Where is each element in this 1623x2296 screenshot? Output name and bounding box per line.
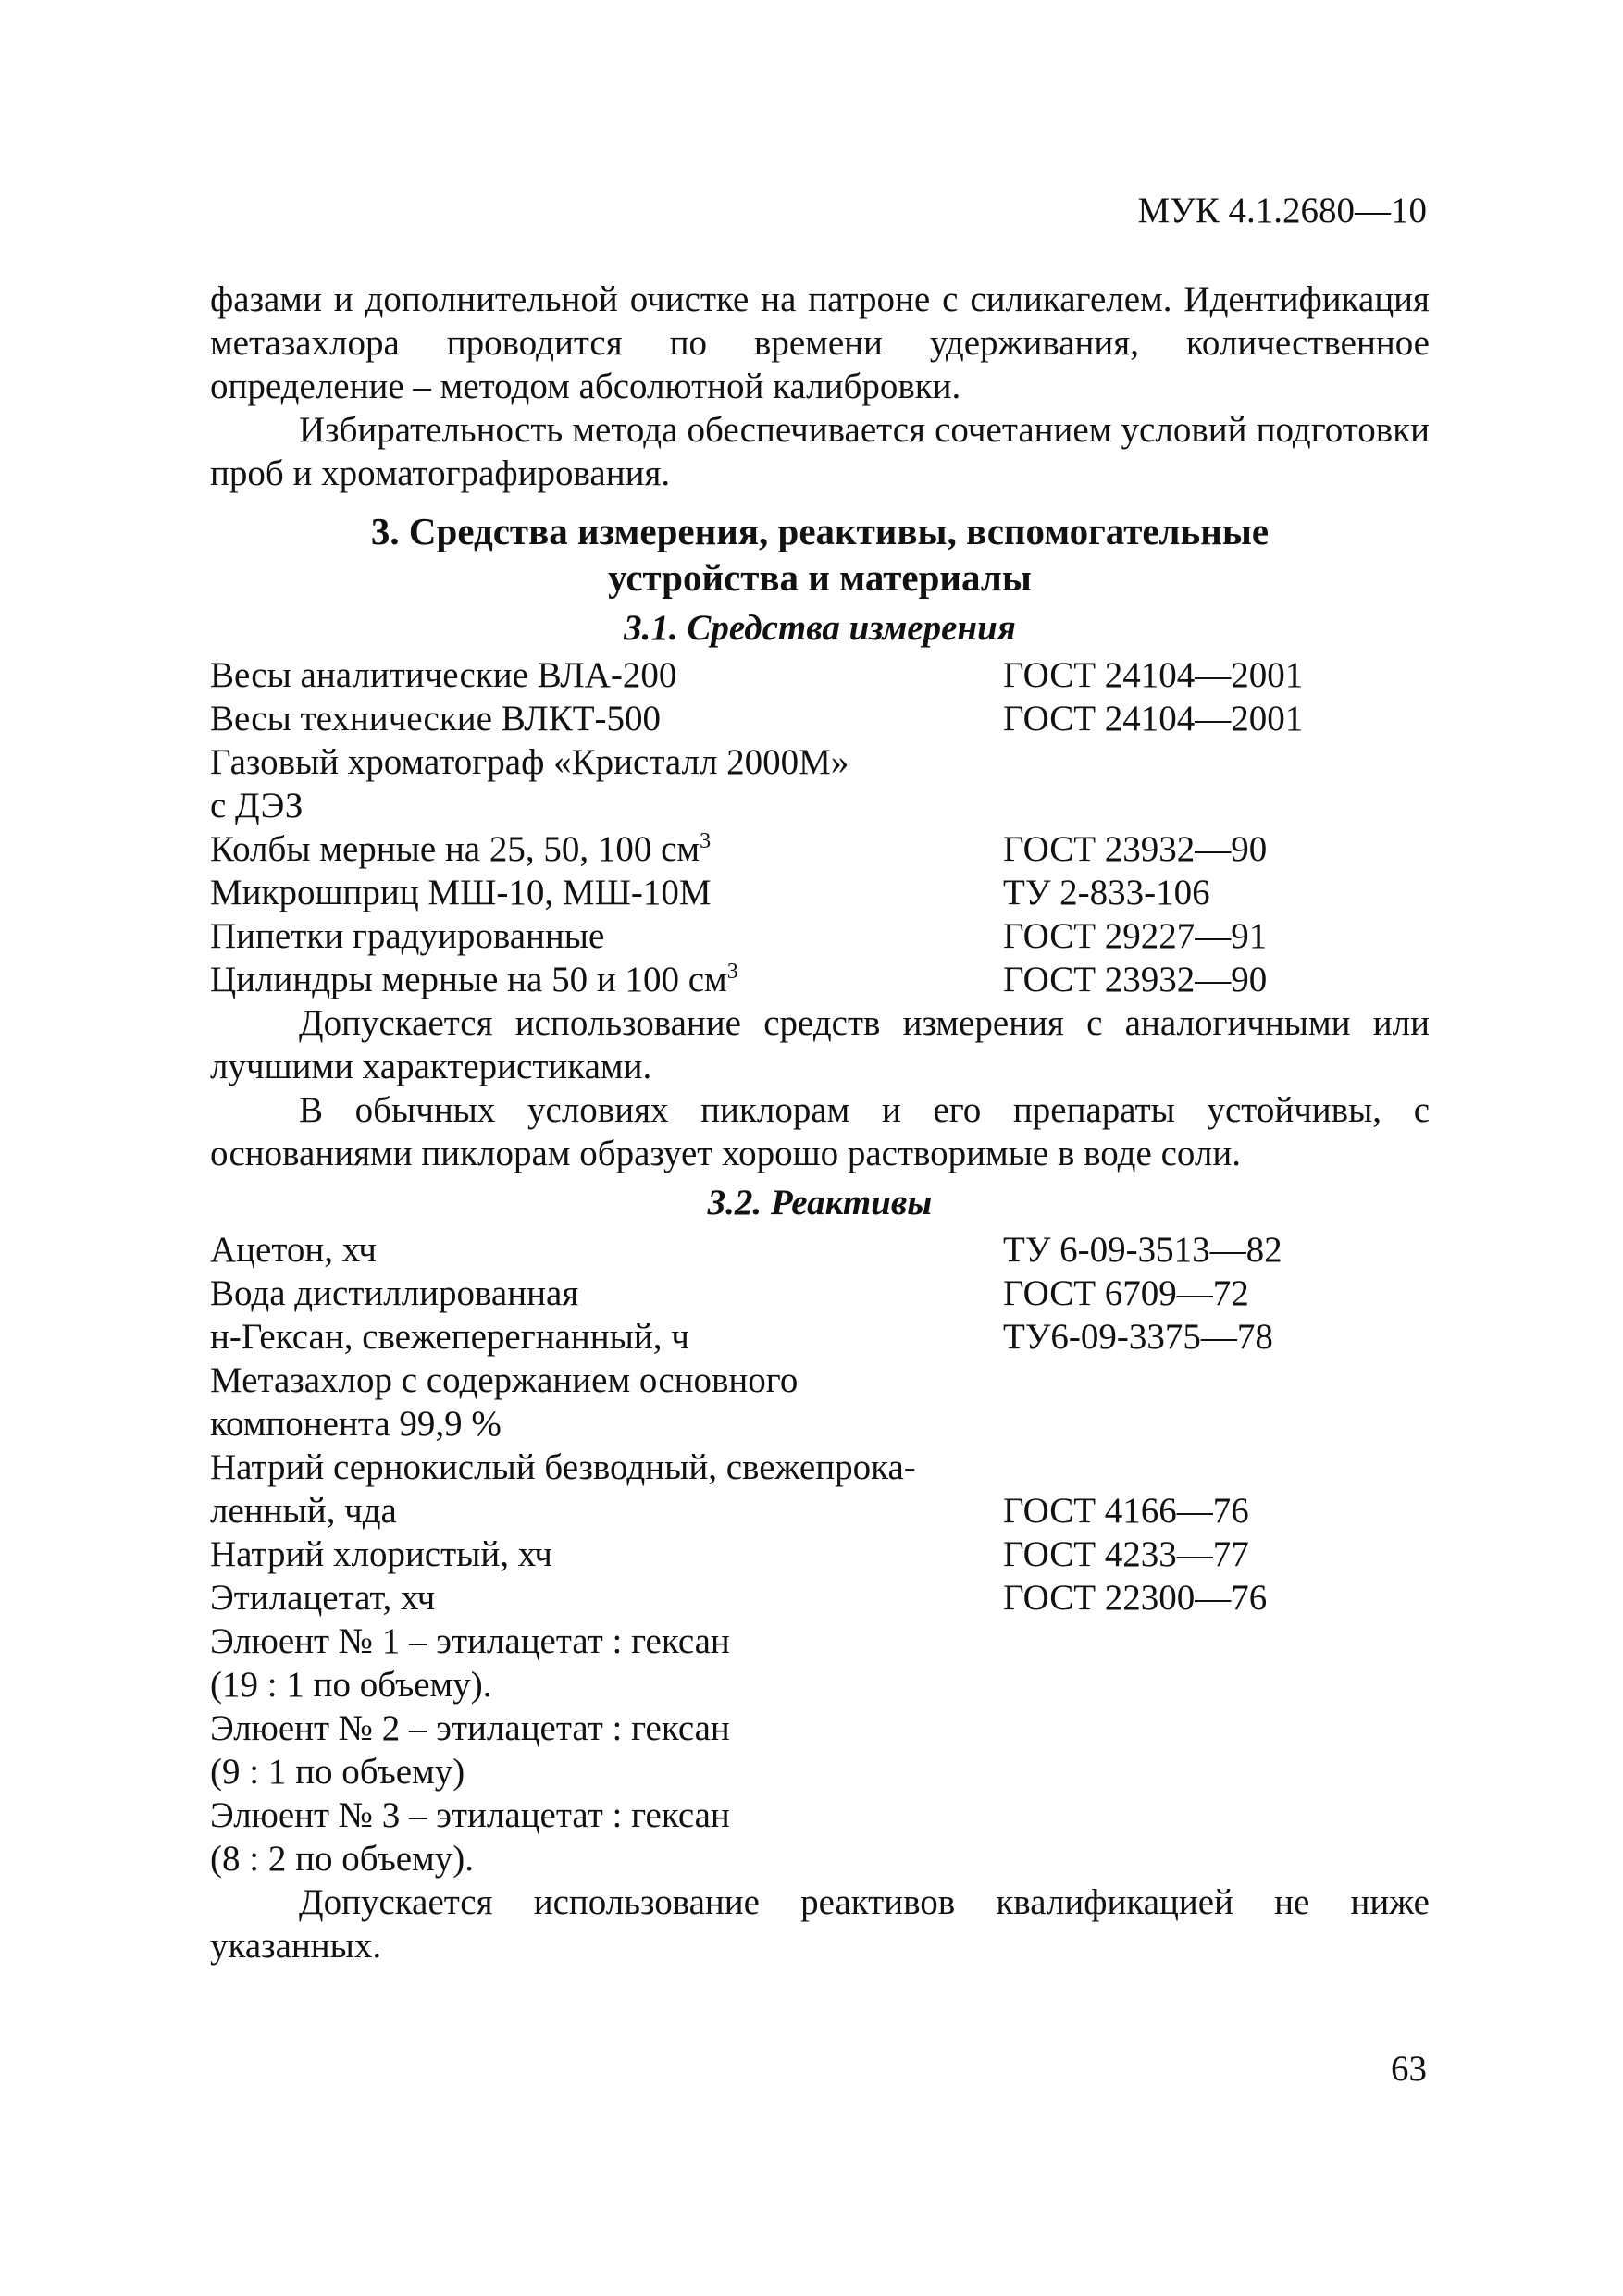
- list-item: [210, 1793, 1430, 1837]
- list-item: [210, 1228, 1430, 1272]
- list-item: [210, 1402, 1430, 1446]
- subsection-heading-measuring: 3.1. Средства измерения: [624, 608, 1016, 648]
- intro-paragraph: фазами и дополнительной очистке на патроне с силикагелем. Идентификация метазахлора проводится по времени удерживания, количественное определение – методом абсолютной калибровки.: [210, 279, 1430, 406]
- item-name: Ацетон, хч: [210, 1230, 377, 1270]
- intro-paragraph: Избирательность метода обеспечивается сочетанием условий подготовки проб и хроматографирования.: [210, 410, 1430, 493]
- item-standard: [1003, 1793, 1430, 1837]
- note-paragraph: В обычных условиях пиклорам и его препараты устойчивы, с основаниями пиклорам образует хорошо растворимые в воде соли.: [210, 1090, 1430, 1173]
- list-item: [210, 1489, 1430, 1533]
- list-item: [210, 1315, 1430, 1359]
- item-standard: [1003, 1663, 1430, 1706]
- list-item: [210, 1620, 1430, 1663]
- item-standard: ГОСТ 4166—76: [1003, 1491, 1249, 1531]
- item-standard: ГОСТ 23932—90: [1003, 960, 1268, 999]
- list-item: [210, 1359, 1430, 1402]
- list-item: [210, 871, 1430, 914]
- item-name: Вода дистиллированная: [210, 1273, 579, 1313]
- item-name: (19 : 1 по объему).: [210, 1665, 492, 1705]
- item-standard: ТУ 6-09-3513—82: [1003, 1230, 1282, 1270]
- list-item: [210, 1533, 1430, 1576]
- item-standard: [1003, 784, 1430, 827]
- list-item: [210, 958, 1430, 1001]
- item-name: Элюент № 3 – этилацетат : гексан: [210, 1795, 730, 1835]
- list-item: [210, 1663, 1430, 1706]
- item-name: с ДЭЗ: [210, 786, 304, 825]
- list-item: [210, 784, 1430, 827]
- note-paragraph: Допускается использование средств измерения с аналогичными или лучшими характеристиками.: [210, 1003, 1430, 1086]
- item-standard: ГОСТ 22300—76: [1003, 1578, 1268, 1618]
- item-name: Метазахлор с содержанием основного: [210, 1360, 799, 1400]
- item-standard: ГОСТ 23932—90: [1003, 829, 1268, 869]
- item-superscript: 3: [700, 829, 712, 853]
- list-item: [210, 1272, 1430, 1315]
- item-name: ленный, чда: [210, 1491, 397, 1531]
- item-standard: [1003, 1402, 1430, 1446]
- reagents-list: [210, 1228, 1430, 1880]
- document-code-header: МУК 4.1.2680—10: [1137, 191, 1427, 230]
- list-item: [210, 1576, 1430, 1620]
- item-name: компонента 99,9 %: [210, 1404, 502, 1444]
- item-standard: [1003, 740, 1430, 784]
- item-standard: ГОСТ 24104—2001: [1003, 655, 1304, 695]
- item-name: Весы аналитические ВЛА-200: [210, 655, 677, 695]
- item-name: (9 : 1 по объему): [210, 1752, 465, 1792]
- item-superscript: 3: [726, 960, 738, 984]
- section-heading-line: 3. Средства измерения, реактивы, вспомогательные: [370, 510, 1270, 552]
- page-number: 63: [1391, 2049, 1427, 2089]
- item-name: Пипетки градуированные: [210, 916, 605, 956]
- list-item: [210, 1837, 1430, 1880]
- item-name: (8 : 2 по объему).: [210, 1839, 474, 1879]
- item-standard: ГОСТ 29227—91: [1003, 916, 1268, 956]
- item-standard: ТУ 2-833-106: [1003, 873, 1210, 912]
- item-standard: ГОСТ 4233—77: [1003, 1534, 1249, 1574]
- item-standard: ГОСТ 6709—72: [1003, 1273, 1249, 1313]
- list-item: [210, 740, 1430, 784]
- item-name: Натрий сернокислый безводный, свежепрока-: [210, 1447, 916, 1487]
- list-item: [210, 914, 1430, 958]
- item-name: н-Гексан, свежеперегнанный, ч: [210, 1317, 689, 1357]
- item-standard: [1003, 1837, 1430, 1880]
- item-name-wrap: [210, 958, 1003, 1001]
- list-item: [210, 653, 1430, 697]
- item-standard: [1003, 1620, 1430, 1663]
- measuring-instruments-list: [210, 653, 1430, 1001]
- item-name: Этилацетат, хч: [210, 1578, 436, 1618]
- item-standard: [1003, 1750, 1430, 1793]
- item-standard: ТУ6-09-3375—78: [1003, 1317, 1273, 1357]
- list-item: [210, 1706, 1430, 1750]
- item-name: Микрошприц МШ-10, МШ-10М: [210, 873, 712, 912]
- item-name: Натрий хлористый, хч: [210, 1534, 552, 1574]
- item-name: Газовый хроматограф «Кристалл 2000М»: [210, 742, 849, 782]
- list-item: [210, 697, 1430, 740]
- subsection-heading-reagents: 3.2. Реактивы: [707, 1183, 933, 1222]
- item-name-wrap: [210, 827, 1003, 871]
- item-name: Весы технические ВЛКТ-500: [210, 699, 662, 738]
- item-name: Элюент № 2 – этилацетат : гексан: [210, 1708, 730, 1748]
- item-name: Цилиндры мерные на 50 и 100 см: [210, 960, 727, 999]
- section-heading-line: устройства и материалы: [608, 556, 1032, 599]
- section-heading: [210, 508, 1430, 601]
- list-item: [210, 827, 1430, 871]
- page-content: [210, 278, 1430, 1967]
- item-name: Элюент № 1 – этилацетат : гексан: [210, 1621, 730, 1661]
- item-standard: [1003, 1706, 1430, 1750]
- list-item: [210, 1750, 1430, 1793]
- item-standard: ГОСТ 24104—2001: [1003, 699, 1304, 738]
- list-item: [210, 1446, 1430, 1489]
- item-standard: [1003, 1359, 1430, 1402]
- item-standard: [1003, 1446, 1430, 1489]
- item-name: Колбы мерные на 25, 50, 100 см: [210, 829, 700, 869]
- note-paragraph: Допускается использование реактивов квалификацией не ниже указанных.: [210, 1882, 1430, 1966]
